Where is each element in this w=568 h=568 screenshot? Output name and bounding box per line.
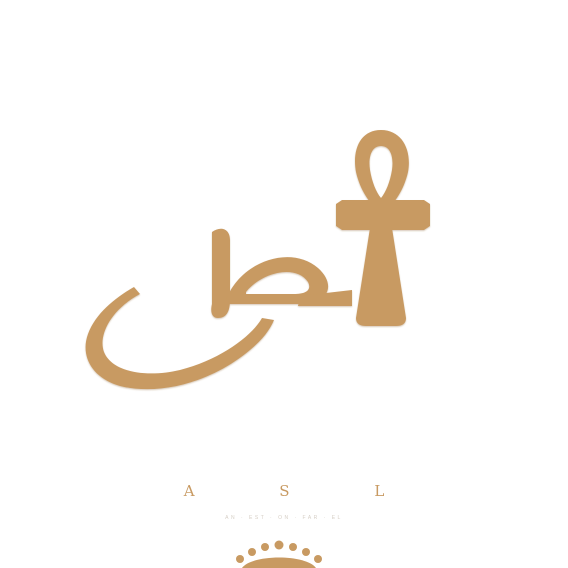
wordmark: A S L xyxy=(183,482,425,500)
sun-emblem-icon xyxy=(224,536,334,568)
tagline: AN · EST · ON · FAR · EL xyxy=(225,515,343,521)
arabic-calligraphy xyxy=(86,229,352,389)
